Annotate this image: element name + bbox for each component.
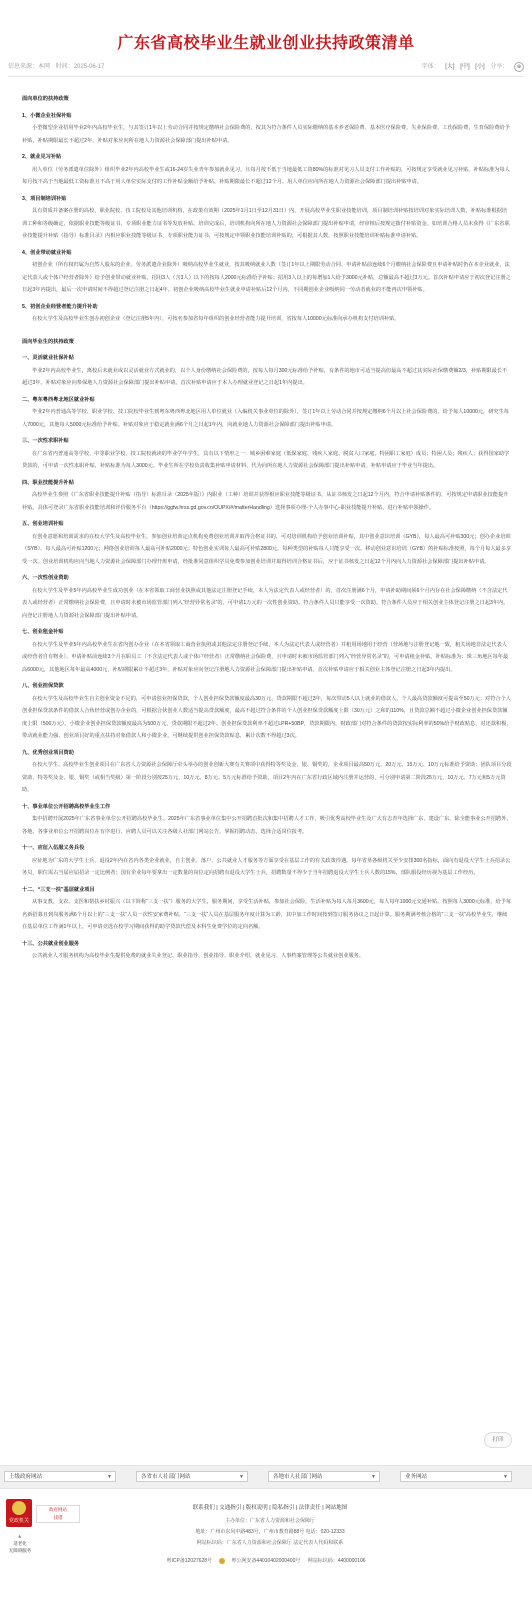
link-select-business[interactable] xyxy=(400,1471,512,1482)
care-line1: 适老化 xyxy=(13,1541,27,1546)
care-line2: 无障碍服务 xyxy=(8,1548,32,1553)
policy-heading: 十一、应征入伍服义务兵役 xyxy=(22,845,85,851)
policy-heading: 九、优秀创业项目资助 xyxy=(22,749,74,756)
section-heading: 面向单位的扶持政策 xyxy=(22,96,69,102)
font-medium-button[interactable]: [中] xyxy=(460,64,470,70)
policy-heading: 5、初创企业经营者能力提升补助 xyxy=(22,303,98,310)
party-gov-badge[interactable] xyxy=(6,1499,32,1527)
footer-sponsor: 主办单位：广东省人力资源和社会保障厅 xyxy=(224,1518,315,1524)
meta-tools xyxy=(418,61,524,72)
chevron-down-icon: ▼ xyxy=(239,1474,244,1480)
policy-paragraph: 具有资质并备案在册的高校、职业院校、技工院校及其他培训机构，在政策有效期（2025年1月1日至12月31日）内，开展高校毕业生职业技能培训，项目制培训补贴按培训对象实际培训人数，补贴标准根据培训工种和等级确定，依据职业技能等级证书、专项职业能力证书等发放补贴。培训完成后，培训机构向所在地人力资源社会保障部门提出补贴申请，经审核后按规定拨付补贴资金。如培训合格人员未获得《广东省职业技能提升补贴（指导）标准目录》内相应职业技能等级证书、专项职业能力证书，可按规定申领职业技能培训补贴的，可根据其人数，按照职业技能培训补贴标准申请补贴。 xyxy=(22,208,510,239)
link-select-label: 业务网站 xyxy=(405,1474,428,1480)
section-gap xyxy=(22,326,512,332)
policy-heading: 七、创业租金补贴 xyxy=(22,629,64,635)
policy-paragraph: 在校大学生及毕业5年内高校毕业生在省内创办企业（在本省领取工商营业执照或其他法定注册登记手续，本人为法定代表人或经营者）并租用场地用于经营（营场地与注册登记地一致，租关场地非法定代表人或经营者自有物业），申请补贴前连续3个月在职员工（不含法定代表人或个体户经营者）正常缴纳社会保险费，且申请时未被市场监管部门列入“经营异常名录”的，可申请租金补贴。补贴标准为：珠三角地区每年最高6000元，其他地区每年最高4000元，补贴期限累计不超过3年。补贴对象应向登记注册地人力资源社会保障部门提出补贴申请。首次补贴申请应于相关创业主体登记注册之日起3年内提出。 xyxy=(22,641,509,673)
font-small-button[interactable]: [小] xyxy=(475,64,485,70)
footer-support: 网站标识码：广东省人力资源和社会保障厅 法定代表人代码和联系 xyxy=(196,1540,344,1546)
meta-source: 信息来源：本网 xyxy=(8,64,51,70)
related-links-bar xyxy=(0,1465,532,1489)
meta-info xyxy=(8,61,108,70)
policy-paragraph: 应征地为广东的大学生士兵，退役2年内在省内各类企业就业，自主创业、落户、公共就业人才服务等方面享受在基层工作的有关政策待遇。每年省垦各级机关至少安排300名指标，面向有退役大学生士兵招录公务员，职位需占当届应届招录一定比例者；国有企业每年要拿出一定数量的岗位定向招聘有退役大学生士兵，招聘数量不得少于当年招聘退役大学生士兵人数的15%，部队服役经历视为基层工作经历。 xyxy=(22,857,511,876)
policy-paragraph: 在广东省内普通高等学校、中等职业学校、技工院校就读的毕业学年学生，具有以下情形之一：城乡困难家庭（低保家庭、残疾人家庭、脱贫人口家庭、特困职工家庭）成员；特困人员；残疾人；获得国家助学贷款的，可申请一次性求职补贴，补贴标准为每人3000元。毕业生所在学校负责收集补贴申请材料，代为向所在地人力资源社会保障部门提出补贴申请。补贴申请应于毕业当年提出。 xyxy=(22,450,510,469)
header-spacer xyxy=(0,0,532,22)
policy-heading: 1、小微企业社保补贴 xyxy=(22,112,72,119)
policy-paragraph: 公共就业人才服务机构为高校毕业生提供免费的就业失业登记、职业指导、创业指导、职业介绍、就业见习、人事档案管理等公共就业创业服务。 xyxy=(32,953,365,959)
icp-record[interactable]: 粤ICP备12027628号 xyxy=(166,1558,213,1564)
policy-heading: 六、一次性创业资助 xyxy=(22,575,69,581)
section-heading: 面向毕业生的扶持政策 xyxy=(22,338,74,345)
policy-heading: 一、灵活就业社保补贴 xyxy=(22,355,74,361)
link-select-label: 各省市人社部门网站 xyxy=(141,1474,191,1480)
policy-paragraph: 初创企业（所有权归属为自然人股东的企业、劳务派遣企业除外）吸纳高校毕业生就业，按其吸纳就业人数（签订1年以上期限劳动合同、申请补贴前连续6个月缴纳社会保险费且申请补贴时仍在本企业就业，法定代表人或个体户经营者除外）给予创业带动就业补贴。招用3人（含3人）以下的按每人2000元标准给予补贴；招用3人以上的每增加1人给予3000元补贴，总额最高不超过3万元。首次补贴申请应于初次登记注册之日起3年内提出，最后一次申请时间不得超过登记注册之日起4年。初创企业吸纳高校毕业生就业申请补贴后12个月内，不同期创业企业吸纳同一劳动者就业的不能再次申领补贴。 xyxy=(22,262,511,293)
site-id: 网站标识码：4400000106 xyxy=(307,1558,366,1564)
police-badge-icon xyxy=(219,1558,225,1564)
article-content xyxy=(0,77,532,963)
policy-paragraph: 有创业意愿和培训需求的在校大学生及高校毕业生，参加创业培训定点机构免费创业培训并取得合格证书的，可对培训机构给予创业培训补贴，其中创业意识培训（GYB），每人最高可补贴300元；创办企业培训（SYB），每人最高可补贴1200元；网络创业培训每人最高可补贴2000元；特色创业实训每人最高可补贴2800元。每种类型的补贴每人只能享受一次。移动创业意识培训（GYB）的补贴标准按照，每个月每人最多享受一次。创业培训机构应向当地人力资源社会保障部门办理开班申请，经批准同意组织学员免费参加创业培训并取得培训合格证书后，应于证书核发之日起12个月内向人力资源社会保障部门提出补贴申请。 xyxy=(22,533,512,565)
policy-paragraph: 在校大学生及高校毕业生自主创业资金不足的，可申请创业担保贷款。个人创业担保贷款额度最高30万元，贷款期限不超过3年，每次带动5人以上就业的借款人，个人最高贷款额度可提高至50万元；对符合个人创业担保贷款条件的借款人合伙经营或创办企业的，可根据合伙创业人数适当提高贷款额度，最高不超过符合条件的个人创业担保贷款额度上限（30万元）之和的110%，且贷款总额不超过小微企业创业担保贷款额度上限（500万元）。小微企业创业担保贷款额度最高为500万元，贷款期限不超过2年。创业担保贷款利率不超过LPR+50BP，贷款期限内，财政部门对符合条件的贷款按实际利率的50%给予财政贴息，对还款积极、带动就业能力强、创业项目好的重点扶持对象借款人和小微企业，可继续提供创业担保贷款贴息，累计次数不得超过3次。 xyxy=(22,695,512,739)
link-select-superior[interactable] xyxy=(4,1471,116,1482)
party-gov-label: 党政机关 xyxy=(8,1518,29,1524)
link-select-provinces[interactable] xyxy=(136,1471,248,1482)
policy-heading: 2、就业见习补贴 xyxy=(22,154,62,160)
footer-address: 地址：广州市东风中路483号，广州市教育路88号 电话：020-12333 xyxy=(195,1529,345,1535)
print-button[interactable]: 打印 xyxy=(484,1432,512,1448)
policy-paragraph: 高校毕业生参照《广东省职业技能提升补贴（指导）标准目录（2025年版）》内职业（工种）培训并获得相应职业技能等级证书，从证书核发之日起12个月内，符合申请补贴条件的，可按规定申请职业技能提升补贴。具体可登录广东省职业技能培训和评价服务平台（https://ggfw.hrss.gd.gov.cn/OUPX/#/matterHandling）选择事项办理-个人办事中心-职业技能提升补贴，进行补贴申领操作。 xyxy=(22,492,509,511)
policy-heading: 十、事业单位公开招聘高校毕业生工作 xyxy=(22,803,111,810)
accessibility-icon: ♿ xyxy=(17,1534,23,1539)
policy-paragraph: 从事支教、支农、支医和帮扶乡村振兴（以下简称“三支一扶”）服务的大学生，服务期间，享受生活补贴，参加社会保险。生活补贴为每人每月3600元，每人每年1000元交通补贴。按照每人3000元标准，给予每名新招募且到岗服务满6个月以上的“三支一扶”人员一次性安家费补贴。“三支一扶”人员在基层服务年度计算为工龄，其中加工作时间按到签订服务协议之日起计算。服务期满考核合格的“三支一扶”高校毕业生，继续在基层单位工作满1年以上，可申请竞选在校学习期间获得的助学贷款代偿及本科生免费学位的定向名额。 xyxy=(22,899,512,930)
policy-heading: 3、项目制培训补贴 xyxy=(22,195,67,202)
policy-heading: 4、创业带动就业补贴 xyxy=(22,249,72,256)
share-icon[interactable]: ⊕ xyxy=(514,62,524,72)
police-record[interactable]: 粤公网安备44010402000400号 xyxy=(231,1558,301,1564)
policy-paragraph: 在校大学生及高校毕业生创办初创企业（登记注册5年内），可按名参加省每年组织的创业经营者能力提升培训，省按每人10000元标准向承办机构支付培训补贴。 xyxy=(32,316,400,322)
policy-heading: 四、职业技能提升补贴 xyxy=(22,479,74,486)
chevron-down-icon: ▼ xyxy=(503,1474,508,1480)
footer-nav[interactable]: 联系我们 | 交通指引 | 版权说明 | 隐私指引 | 法律责任 | 网站地图 xyxy=(192,1505,348,1511)
policy-paragraph: 毕业2年内高校毕业生，离校后未就业或以灵活就业方式就业的，以个人身份缴纳社会保险费的，按每人每月300元标准给予补贴，有条件的地市可适当提高但最高不超过其实际社保缴费额2/3，补贴期限最长不超过3年。补贴对象应向参保地人力资源社会保障部门提出补贴申请。首次补贴申请应于本人办理就业登记之日起1年内提出。 xyxy=(22,367,508,386)
policy-heading: 五、创业培训补贴 xyxy=(22,521,64,527)
policy-paragraph: 小型微型企业招用毕业2年内高校毕业生，与其签订1年以上劳动合同并按规定缴纳社会保险费的，按其为符合条件人员实际缴纳的基本养老保险费、基本医疗保险费、失业保险费、工伤保险费、生育保险费给予补贴，补贴期限最长不超过2年。补贴对象应向所在地人力资源社会保障部门提出补贴申请。 xyxy=(22,125,510,144)
policy-paragraph: 用人单位（劳务派遣单位除外）组织毕业2年内高校毕业生或16-24岁失业青年参加就业见习，且每月按不低于当地最低工资80%的标准对见习人员支付工作补贴的，可按规定享受就业见习补贴。补贴标准为每人每月按不高于当地最低工资标准且不高于用人单位实际支付的工作补贴金额给予补贴。补贴期限最长不超过12个月。用人单位应向所在地人力资源社会保障部门提出补贴申请。 xyxy=(22,166,510,185)
page-title: 广东省高校毕业生就业创业扶持政策清单 xyxy=(117,35,415,52)
share-label: 分享： xyxy=(490,64,509,70)
chevron-down-icon: ▼ xyxy=(107,1474,112,1480)
accessibility-badge[interactable] xyxy=(6,1533,34,1555)
national-emblem-icon xyxy=(12,1501,26,1515)
policy-paragraph: 在校大学生及毕业5年内高校毕业生成功创业（在本省领取工商营业执照或其他法定注册登记手续，本人为法定代表人或经营者）的，首次注册满6个月，申请补助期间须6个月内存在社会保障缴纳（不含法定代表人或经营者）正常缴纳社会保险费，且申请时未被市场监管部门列入“经营异常名录”的，可申请1万元的一次性创业资助。符合条件人员只能享受一次资助。符合条件人员应于相关创业主体登记注册之日起3年内，向登记注册地人力资源社会保障部门提出补贴申请。 xyxy=(22,587,509,619)
footer-records xyxy=(0,1557,532,1564)
policy-heading: 三、一次性求职补贴 xyxy=(22,438,69,444)
print-row xyxy=(0,1432,532,1452)
meta-time: 时间：2025-06-17 xyxy=(55,64,105,70)
link-select-cities[interactable] xyxy=(268,1471,380,1482)
policy-heading: 八、创业担保贷款 xyxy=(22,683,64,689)
policy-heading: 十二、“三支一扶”基层就业项目 xyxy=(22,886,95,893)
font-large-button[interactable]: [大] xyxy=(445,64,455,70)
policy-heading: 二、粤东粤西粤北地区就业补贴 xyxy=(22,396,95,403)
policy-paragraph: 在校大学生、高校毕业生创业项目在广东省人力资源社会保障厅牵头举办的创业创新大赛有关赛项中获得特等奖及金、银、铜奖的，企业项目最高50万元、20万元、15万元、10万元标准给予资助；团队项目分段资助，特等奖及金、银、铜奖（或相当奖级）第一阶段分别按25万元、10万元、8万元、5万元标准给予资助，项目2年内在广东省行政区域内注册并运营的，可分别申请第二阶段25万元、10万元、7万元和5万元资助。 xyxy=(22,762,512,793)
gov-error-badge[interactable] xyxy=(36,1505,80,1523)
site-footer xyxy=(0,1495,532,1615)
font-size-label: 字体： xyxy=(421,64,440,70)
gov-badge-line2: 找错 xyxy=(53,1515,63,1520)
policy-paragraph: 毕业2年内普通高等学校、职业学校、技工院校毕业生到粤东粤西粤北地区用人单位就业（入编机关事业单位的除外），签订1年以上劳动合同并按规定缴纳6个月以上社会保险费的，给予每人10000元，研究生每人7000元，其他每人5000元标准给予补贴。补贴对象应于稳定就业满6个月之日起1年内，向就业地人力资源社会保障部门提出补贴申请。 xyxy=(22,409,509,428)
policy-heading: 十三、公共就业创业服务 xyxy=(22,940,80,947)
chevron-down-icon: ▼ xyxy=(371,1474,376,1480)
gov-badge-line1: 政府网站 xyxy=(49,1507,67,1512)
link-select-label: 上级政府网站 xyxy=(9,1474,43,1480)
policy-paragraph: 集中招聘开展2025年广东省事业单位公开招聘高校毕业生。2025年广东省事业单位集中公开招聘首批次和集中招聘人才工作，吸引优秀高校毕业生及广大有志青年选择广东、建设广东。除全能事业公开招聘外，各地、各事业单位公开招聘岗位在有序进行，应聘人员可以关注各级人社部门网站公告，掌握招聘动态、选择合适岗位报考。 xyxy=(22,816,512,835)
footer-info xyxy=(140,1516,400,1549)
link-select-label: 各地市人社部门网站 xyxy=(273,1474,323,1480)
article-meta xyxy=(8,58,524,77)
